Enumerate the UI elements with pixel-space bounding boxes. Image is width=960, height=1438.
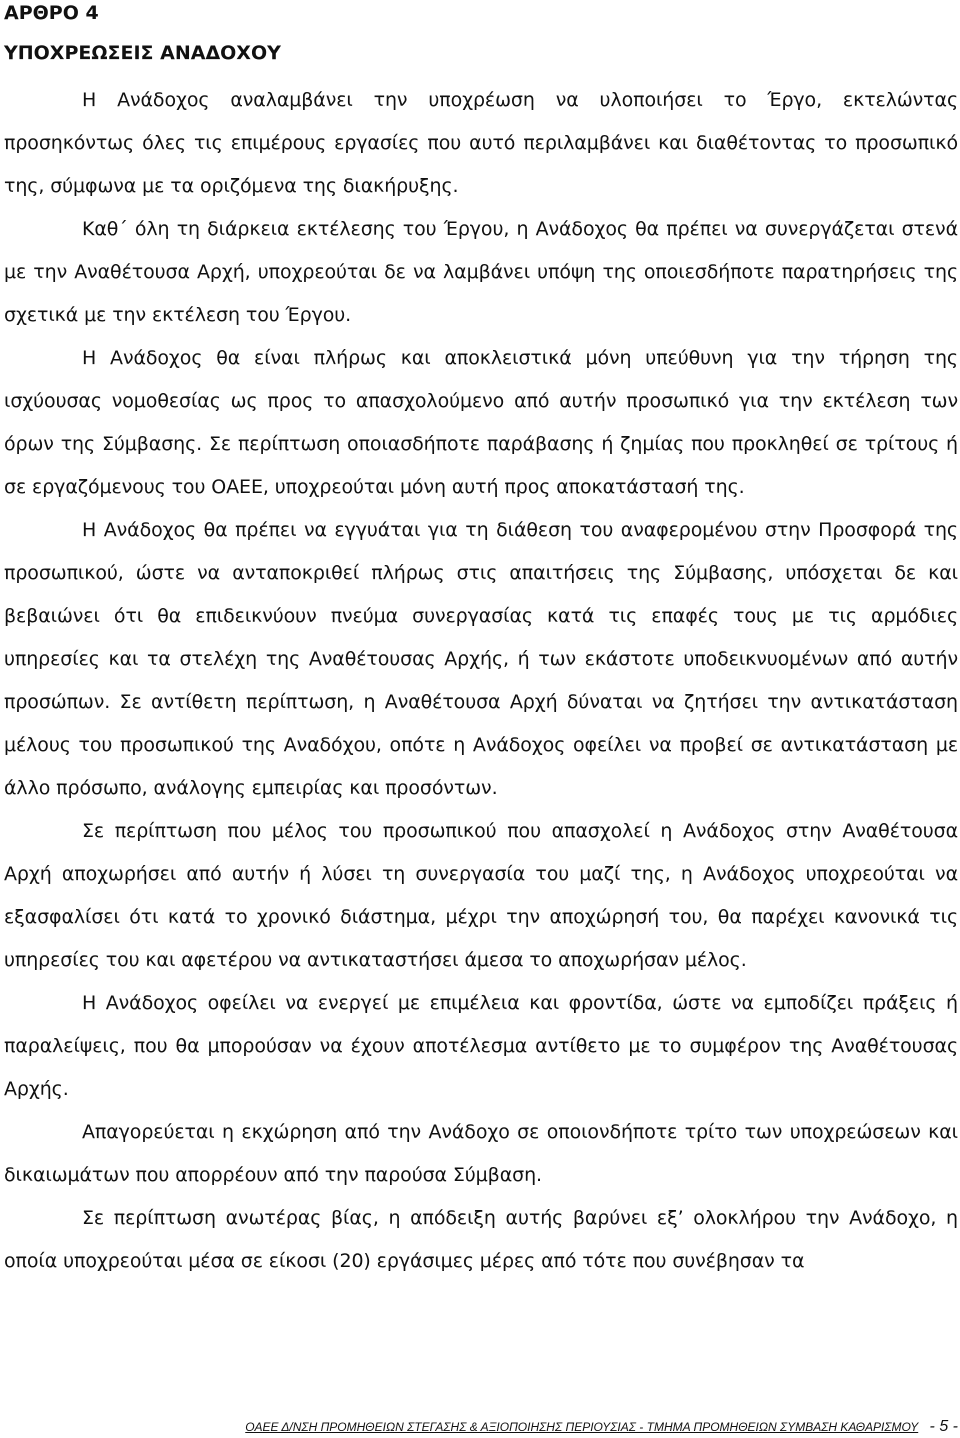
paragraph: Σε περίπτωση που μέλος του προσωπικού που απασχολεί η Ανάδοχος στην Αναθέτουσα Αρχή αποχωρήσει από αυτήν ή λύσει τη συνεργασία του μαζί της, η Ανάδοχος υποχρεούται να εξασφαλίσει ότι κατά το χρονικό διάστημα, μέχρι την αποχώρησή του, θα παρέχει κανονικά τις υπηρεσίες του και αφετέρου να αντικαταστήσει άμεσα το αποχωρήσαν μέλος. [4,820,958,971]
article-subtitle: ΥΠΟΧΡΕΩΣΕΙΣ ΑΝΑΔΟΧΟΥ [4,42,281,64]
article-title: ΑΡΘΡΟ 4 [4,2,99,24]
document-body [4,79,958,1283]
paragraph: Καθ΄ όλη τη διάρκεια εκτέλεσης του Έργου, η Ανάδοχος θα πρέπει να συνεργάζεται στενά με την Αναθέτουσα Αρχή, υποχρεούται δε να λαμβάνει υπόψη της οποιεσδήποτε παρατηρήσεις της σχετικά με την εκτέλεση του Έργου. [4,218,958,326]
footer-text: ΟΑΕΕ Δ/ΝΣΗ ΠΡΟΜΗΘΕΙΩΝ ΣΤΕΓΑΣΗΣ & ΑΞΙΟΠΟΙΗΣΗΣ ΠΕΡΙΟΥΣΙΑΣ - ΤΜΗΜΑ ΠΡΟΜΗΘΕΙΩΝ ΣΥΜΒΑΣΗ ΚΑΘΑΡΙΣΜΟΥ [245,1420,919,1434]
paragraph: Απαγορεύεται η εκχώρηση από την Ανάδοχο σε οποιονδήποτε τρίτο των υποχρεώσεων και δικαιωμάτων που απορρέουν από την παρούσα Σύμβαση. [4,1121,958,1186]
page-footer [0,1418,958,1436]
paragraph: Η Ανάδοχος αναλαμβάνει την υποχρέωση να υλοποιήσει το Έργο, εκτελώντας προσηκόντως όλες τις επιμέρους εργασίες που αυτό περιλαμβάνει και διαθέτοντας το προσωπικό της, σύμφωνα με τα οριζόμενα της διακήρυξης. [4,89,958,197]
paragraph: Η Ανάδοχος θα είναι πλήρως και αποκλειστικά μόνη υπεύθυνη για την τήρηση της ισχύουσας νομοθεσίας ως προς το απασχολούμενο από αυτήν προσωπικό για την εκτέλεση των όρων της Σύμβασης. Σε περίπτωση οποιασδήποτε παράβασης ή ζημίας που προκληθεί σε τρίτους ή σε εργαζόμενους του ΟΑΕΕ, υποχρεούται μόνη αυτή προς αποκατάστασή της. [4,347,958,498]
paragraph: Η Ανάδοχος θα πρέπει να εγγυάται για τη διάθεση του αναφερομένου στην Προσφορά της προσωπικού, ώστε να ανταποκριθεί πλήρως στις απαιτήσεις της Σύμβασης, υπόσχεται δε και βεβαιώνει ότι θα επιδεικνύουν πνεύμα συνεργασίας κατά τις επαφές τους με τις αρμόδιες υπηρεσίες και τα στελέχη της Αναθέτουσας Αρχής, ή των εκάστοτε υποδεικνυομένων από αυτήν προσώπων. Σε αντίθετη περίπτωση, η Αναθέτουσα Αρχή δύναται να ζητήσει την αντικατάσταση μέλους του προσωπικού της Αναδόχου, οπότε η Ανάδοχος οφείλει να προβεί σε αντικατάσταση με άλλο πρόσωπο, ανάλογης εμπειρίας και προσόντων. [4,519,958,799]
page-number: - 5 - [929,1418,958,1435]
paragraph: Η Ανάδοχος οφείλει να ενεργεί με επιμέλεια και φροντίδα, ώστε να εμποδίζει πράξεις ή παραλείψεις, που θα μπορούσαν να έχουν αποτέλεσμα αντίθετο με το συμφέρον της Αναθέτουσας Αρχής. [4,992,958,1100]
paragraph: Σε περίπτωση ανωτέρας βίας, η απόδειξη αυτής βαρύνει εξ’ ολοκλήρου την Ανάδοχο, η οποία υποχρεούται μέσα σε είκοσι (20) εργάσιμες μέρες από τότε που συνέβησαν τα [4,1207,958,1272]
